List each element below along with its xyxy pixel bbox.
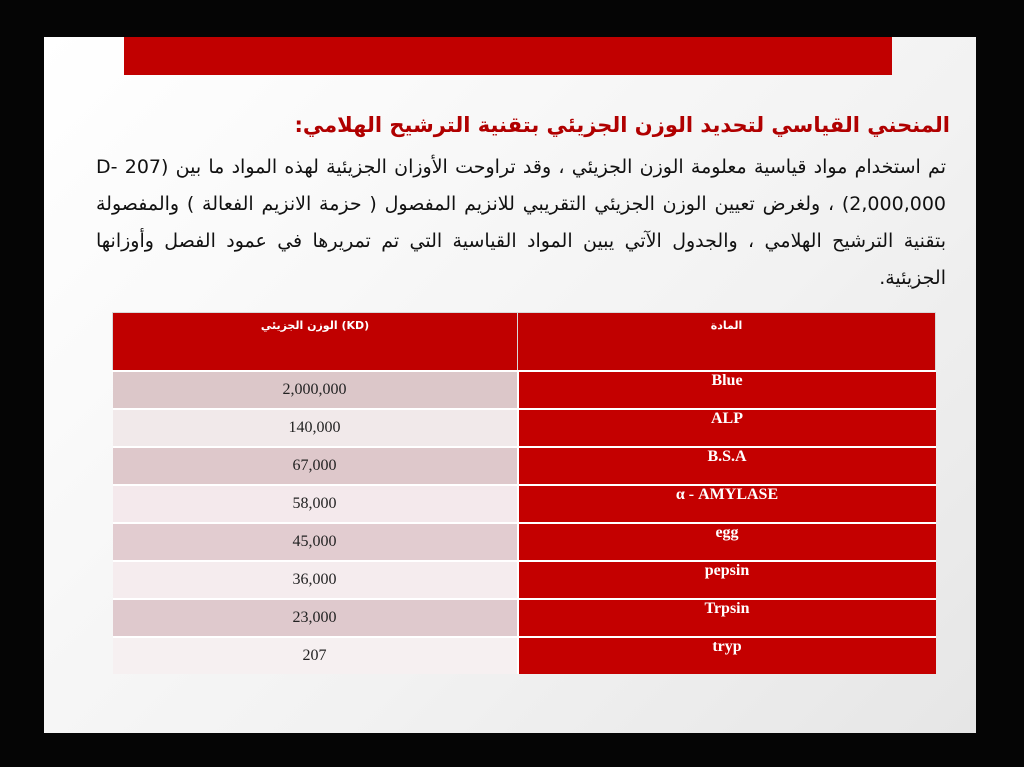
header-substance: المادة <box>518 313 936 372</box>
table-row <box>113 561 936 599</box>
table-header-row <box>113 313 936 372</box>
slide-paragraph: تم استخدام مواد قياسية معلومة الوزن الجزيئي ، وقد تراوحت الأوزان الجزيئية لهذه المواد ما بين (207 D- 2,000,000) ، ولغرض تعيين الوزن الجزيئي التقريبي للانزيم المفصول ( حزمة الانزيم الفعالة ) والمفصولة بتقنية الترشيح الهلامي ، والجدول الآتي يبين المواد القياسية التي تم تمريرها في عمود الفصل وأوزانها الجزيئية. <box>96 156 946 289</box>
substance-cell: Blue <box>518 371 936 409</box>
weight-cell: 45,000 <box>113 523 518 561</box>
table-row <box>113 447 936 485</box>
substance-cell: B.S.A <box>518 447 936 485</box>
title-bar-decoration <box>124 37 892 75</box>
weight-cell: 140,000 <box>113 409 518 447</box>
table-row <box>113 371 936 409</box>
table-row <box>113 485 936 523</box>
table-row <box>113 599 936 637</box>
weight-cell: 58,000 <box>113 485 518 523</box>
substance-cell: α - AMYLASE <box>518 485 936 523</box>
weight-cell: 207 <box>113 637 518 674</box>
header-weight: الوزن الجزيئي (KD) <box>113 313 518 372</box>
substance-cell: Trpsin <box>518 599 936 637</box>
weight-cell: 2,000,000 <box>113 371 518 409</box>
substance-cell: ALP <box>518 409 936 447</box>
slide-heading: المنحني القياسي لتحديد الوزن الجزيئي بتقنية الترشيح الهلامي: <box>294 113 950 137</box>
substance-cell: pepsin <box>518 561 936 599</box>
standards-table <box>112 312 936 674</box>
slide <box>44 37 976 733</box>
weight-cell: 23,000 <box>113 599 518 637</box>
table-row <box>113 409 936 447</box>
table-row <box>113 637 936 674</box>
substance-cell: egg <box>518 523 936 561</box>
table-row <box>113 523 936 561</box>
substance-cell: tryp <box>518 637 936 674</box>
weight-cell: 36,000 <box>113 561 518 599</box>
weight-cell: 67,000 <box>113 447 518 485</box>
